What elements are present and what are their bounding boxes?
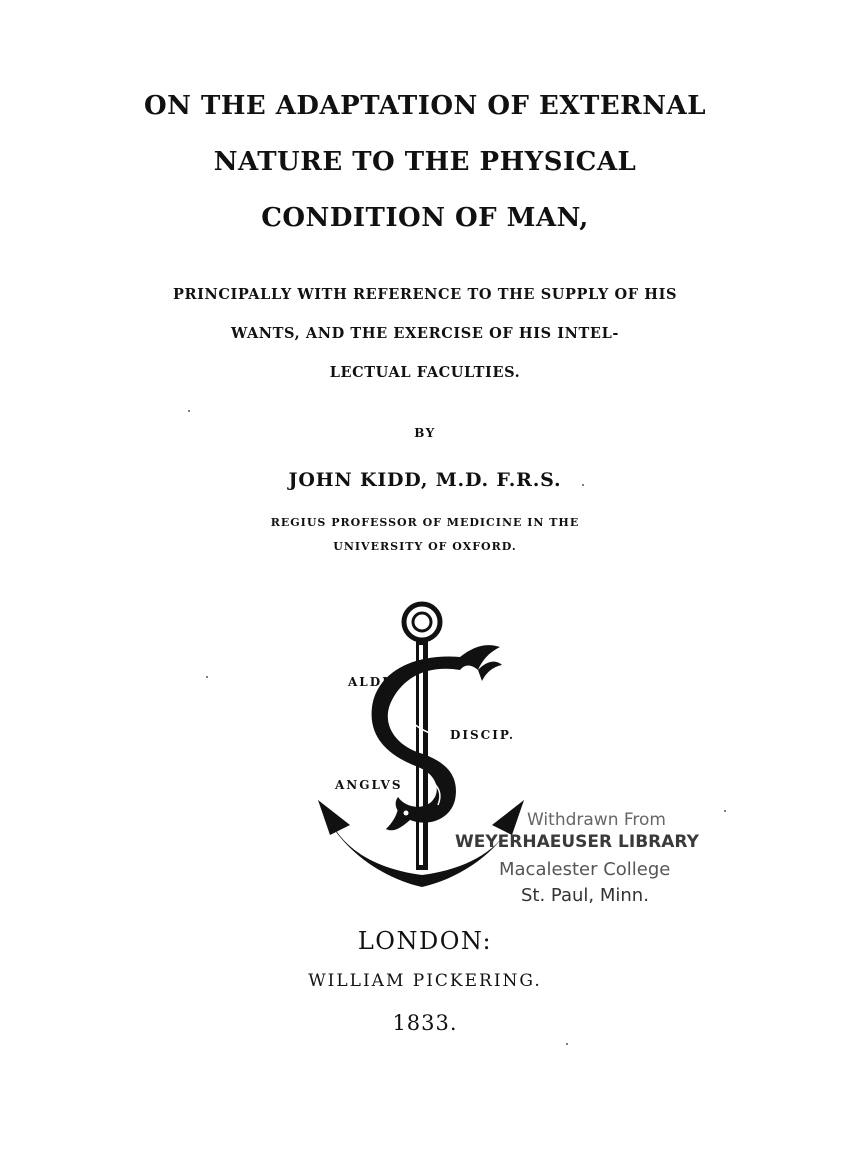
device-label-anglvs: ANGLVS bbox=[335, 778, 403, 792]
imprint-city: LONDON: bbox=[357, 927, 493, 955]
imprint-publisher: WILLIAM PICKERING. bbox=[308, 971, 542, 991]
title-line-1: ON THE ADAPTATION OF EXTERNAL bbox=[144, 91, 706, 121]
device-label-aldi: ALDI bbox=[348, 675, 390, 689]
scan-speck bbox=[724, 810, 726, 812]
subtitle-line-3: LECTUAL FACULTIES. bbox=[329, 364, 521, 381]
dolphin-eye bbox=[404, 811, 409, 816]
anchor-ring bbox=[404, 604, 440, 640]
scan-speck bbox=[582, 484, 584, 486]
scan-speck bbox=[206, 676, 208, 678]
title-line-2: NATURE TO THE PHYSICAL bbox=[213, 147, 637, 177]
imprint-year: 1833. bbox=[392, 1011, 458, 1035]
subtitle-line-2: WANTS, AND THE EXERCISE OF HIS INTEL- bbox=[231, 325, 619, 342]
author-name: JOHN KIDD, M.D. F.R.S. bbox=[288, 469, 562, 491]
anchor-fluke-left bbox=[318, 800, 350, 835]
stamp-line-1: Withdrawn From bbox=[527, 810, 666, 830]
anchor-ring-inner bbox=[413, 613, 431, 631]
stamp-line-2: WEYERHAEUSER LIBRARY bbox=[455, 832, 699, 852]
stamp-line-4: St. Paul, Minn. bbox=[521, 885, 649, 906]
device-label-discip: DISCIP. bbox=[450, 728, 516, 742]
scan-speck bbox=[188, 410, 190, 412]
author-affiliation-line-2: UNIVERSITY OF OXFORD. bbox=[333, 540, 517, 553]
library-stamp bbox=[445, 808, 725, 918]
stamp-line-3: Macalester College bbox=[499, 859, 671, 880]
dolphin-tail-fin bbox=[478, 662, 502, 681]
subtitle-line-1: PRINCIPALLY WITH REFERENCE TO THE SUPPLY OF HIS bbox=[172, 286, 678, 303]
scan-speck bbox=[566, 1043, 568, 1045]
author-affiliation-line-1: REGIUS PROFESSOR OF MEDICINE IN THE bbox=[270, 516, 580, 529]
title-line-3: CONDITION OF MAN, bbox=[261, 203, 589, 233]
by-line: BY bbox=[414, 426, 436, 440]
